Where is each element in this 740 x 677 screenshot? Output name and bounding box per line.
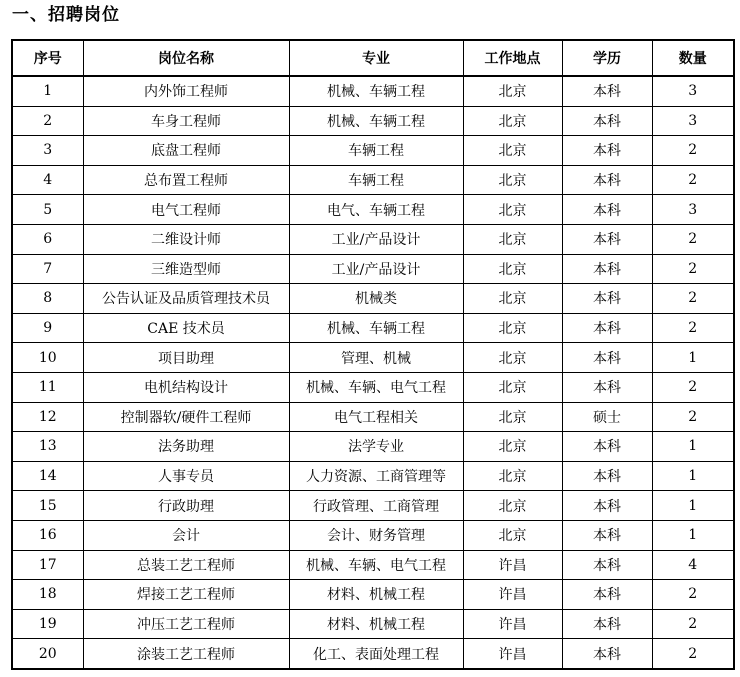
- cell-location: 北京: [463, 461, 562, 491]
- table-row: [12, 402, 734, 432]
- cell-position: 焊接工艺工程师: [83, 580, 289, 610]
- cell-quantity: 1: [652, 520, 734, 550]
- table-row: [12, 254, 734, 284]
- cell-quantity: 4: [652, 550, 734, 580]
- cell-index: 17: [12, 550, 83, 580]
- header-education: 学历: [562, 40, 652, 76]
- cell-major: 机械类: [289, 284, 463, 314]
- cell-education: 本科: [562, 491, 652, 521]
- cell-major: 材料、机械工程: [289, 580, 463, 610]
- table-row: [12, 106, 734, 136]
- table-row: [12, 313, 734, 343]
- cell-index: 12: [12, 402, 83, 432]
- cell-index: 3: [12, 136, 83, 166]
- cell-location: 北京: [463, 520, 562, 550]
- table-row: [12, 372, 734, 402]
- cell-education: 本科: [562, 284, 652, 314]
- cell-location: 北京: [463, 372, 562, 402]
- cell-quantity: 1: [652, 343, 734, 373]
- cell-position: 行政助理: [83, 491, 289, 521]
- cell-quantity: 2: [652, 284, 734, 314]
- cell-quantity: 1: [652, 461, 734, 491]
- cell-position: CAE 技术员: [83, 313, 289, 343]
- table-row: [12, 165, 734, 195]
- cell-index: 15: [12, 491, 83, 521]
- section-title: 一、招聘岗位: [12, 5, 120, 25]
- cell-major: 会计、财务管理: [289, 520, 463, 550]
- cell-position: 公告认证及品质管理技术员: [83, 284, 289, 314]
- table-row: [12, 136, 734, 166]
- cell-position: 电机结构设计: [83, 372, 289, 402]
- cell-location: 北京: [463, 343, 562, 373]
- cell-education: 本科: [562, 254, 652, 284]
- cell-education: 本科: [562, 432, 652, 462]
- cell-location: 北京: [463, 195, 562, 225]
- cell-education: 本科: [562, 520, 652, 550]
- cell-index: 10: [12, 343, 83, 373]
- cell-major: 法学专业: [289, 432, 463, 462]
- cell-education: 本科: [562, 313, 652, 343]
- cell-quantity: 2: [652, 372, 734, 402]
- cell-location: 北京: [463, 254, 562, 284]
- cell-education: 本科: [562, 224, 652, 254]
- cell-major: 化工、表面处理工程: [289, 639, 463, 669]
- cell-index: 7: [12, 254, 83, 284]
- cell-location: 北京: [463, 224, 562, 254]
- cell-location: 许昌: [463, 639, 562, 669]
- cell-education: 本科: [562, 165, 652, 195]
- table-row: [12, 580, 734, 610]
- cell-quantity: 2: [652, 402, 734, 432]
- cell-position: 底盘工程师: [83, 136, 289, 166]
- cell-quantity: 2: [652, 136, 734, 166]
- cell-quantity: 3: [652, 76, 734, 106]
- cell-education: 本科: [562, 372, 652, 402]
- cell-quantity: 2: [652, 580, 734, 610]
- cell-education: 本科: [562, 461, 652, 491]
- cell-index: 19: [12, 609, 83, 639]
- header-quantity: 数量: [652, 40, 734, 76]
- cell-quantity: 2: [652, 165, 734, 195]
- cell-position: 会计: [83, 520, 289, 550]
- cell-major: 机械、车辆工程: [289, 313, 463, 343]
- cell-education: 本科: [562, 195, 652, 225]
- cell-location: 北京: [463, 432, 562, 462]
- header-index: 序号: [12, 40, 83, 76]
- cell-index: 18: [12, 580, 83, 610]
- cell-quantity: 1: [652, 491, 734, 521]
- cell-index: 6: [12, 224, 83, 254]
- cell-education: 本科: [562, 343, 652, 373]
- cell-education: 本科: [562, 580, 652, 610]
- cell-major: 机械、车辆、电气工程: [289, 550, 463, 580]
- cell-major: 机械、车辆工程: [289, 106, 463, 136]
- cell-location: 北京: [463, 165, 562, 195]
- table-row: [12, 432, 734, 462]
- cell-education: 本科: [562, 639, 652, 669]
- cell-position: 项目助理: [83, 343, 289, 373]
- cell-index: 5: [12, 195, 83, 225]
- cell-quantity: 2: [652, 254, 734, 284]
- cell-location: 北京: [463, 284, 562, 314]
- cell-position: 三维造型师: [83, 254, 289, 284]
- cell-major: 车辆工程: [289, 165, 463, 195]
- cell-index: 11: [12, 372, 83, 402]
- cell-quantity: 2: [652, 609, 734, 639]
- cell-major: 人力资源、工商管理等: [289, 461, 463, 491]
- cell-major: 工业/产品设计: [289, 254, 463, 284]
- header-position: 岗位名称: [83, 40, 289, 76]
- cell-quantity: 2: [652, 224, 734, 254]
- cell-position: 车身工程师: [83, 106, 289, 136]
- table-row: [12, 343, 734, 373]
- cell-major: 管理、机械: [289, 343, 463, 373]
- table-row: [12, 195, 734, 225]
- cell-index: 9: [12, 313, 83, 343]
- table-row: [12, 76, 734, 106]
- cell-location: 许昌: [463, 609, 562, 639]
- cell-major: 工业/产品设计: [289, 224, 463, 254]
- cell-position: 内外饰工程师: [83, 76, 289, 106]
- cell-index: 20: [12, 639, 83, 669]
- table-row: [12, 224, 734, 254]
- cell-position: 总布置工程师: [83, 165, 289, 195]
- cell-index: 8: [12, 284, 83, 314]
- header-row: [12, 40, 734, 76]
- cell-quantity: 2: [652, 313, 734, 343]
- cell-major: 电气、车辆工程: [289, 195, 463, 225]
- cell-location: 北京: [463, 76, 562, 106]
- cell-position: 控制器软/硬件工程师: [83, 402, 289, 432]
- cell-position: 涂装工艺工程师: [83, 639, 289, 669]
- cell-major: 电气工程相关: [289, 402, 463, 432]
- table-body: [12, 76, 734, 669]
- cell-index: 2: [12, 106, 83, 136]
- cell-location: 北京: [463, 491, 562, 521]
- cell-location: 北京: [463, 136, 562, 166]
- cell-location: 北京: [463, 402, 562, 432]
- cell-education: 本科: [562, 550, 652, 580]
- cell-position: 电气工程师: [83, 195, 289, 225]
- table-row: [12, 461, 734, 491]
- table-row: [12, 284, 734, 314]
- cell-index: 16: [12, 520, 83, 550]
- cell-quantity: 2: [652, 639, 734, 669]
- table-row: [12, 609, 734, 639]
- cell-education: 本科: [562, 609, 652, 639]
- cell-major: 机械、车辆工程: [289, 76, 463, 106]
- cell-index: 13: [12, 432, 83, 462]
- header-major: 专业: [289, 40, 463, 76]
- cell-location: 许昌: [463, 580, 562, 610]
- cell-index: 14: [12, 461, 83, 491]
- table-header: [12, 40, 734, 76]
- table-row: [12, 520, 734, 550]
- cell-position: 二维设计师: [83, 224, 289, 254]
- table-row: [12, 639, 734, 669]
- cell-quantity: 1: [652, 432, 734, 462]
- cell-education: 本科: [562, 76, 652, 106]
- cell-major: 行政管理、工商管理: [289, 491, 463, 521]
- cell-location: 北京: [463, 313, 562, 343]
- cell-index: 4: [12, 165, 83, 195]
- cell-major: 车辆工程: [289, 136, 463, 166]
- header-location: 工作地点: [463, 40, 562, 76]
- cell-education: 本科: [562, 136, 652, 166]
- cell-education: 硕士: [562, 402, 652, 432]
- cell-location: 许昌: [463, 550, 562, 580]
- cell-index: 1: [12, 76, 83, 106]
- cell-major: 机械、车辆、电气工程: [289, 372, 463, 402]
- cell-position: 人事专员: [83, 461, 289, 491]
- cell-education: 本科: [562, 106, 652, 136]
- table-row: [12, 491, 734, 521]
- cell-major: 材料、机械工程: [289, 609, 463, 639]
- cell-quantity: 3: [652, 195, 734, 225]
- cell-position: 冲压工艺工程师: [83, 609, 289, 639]
- cell-location: 北京: [463, 106, 562, 136]
- cell-position: 法务助理: [83, 432, 289, 462]
- cell-position: 总装工艺工程师: [83, 550, 289, 580]
- recruitment-table: [11, 39, 735, 670]
- cell-quantity: 3: [652, 106, 734, 136]
- table-row: [12, 550, 734, 580]
